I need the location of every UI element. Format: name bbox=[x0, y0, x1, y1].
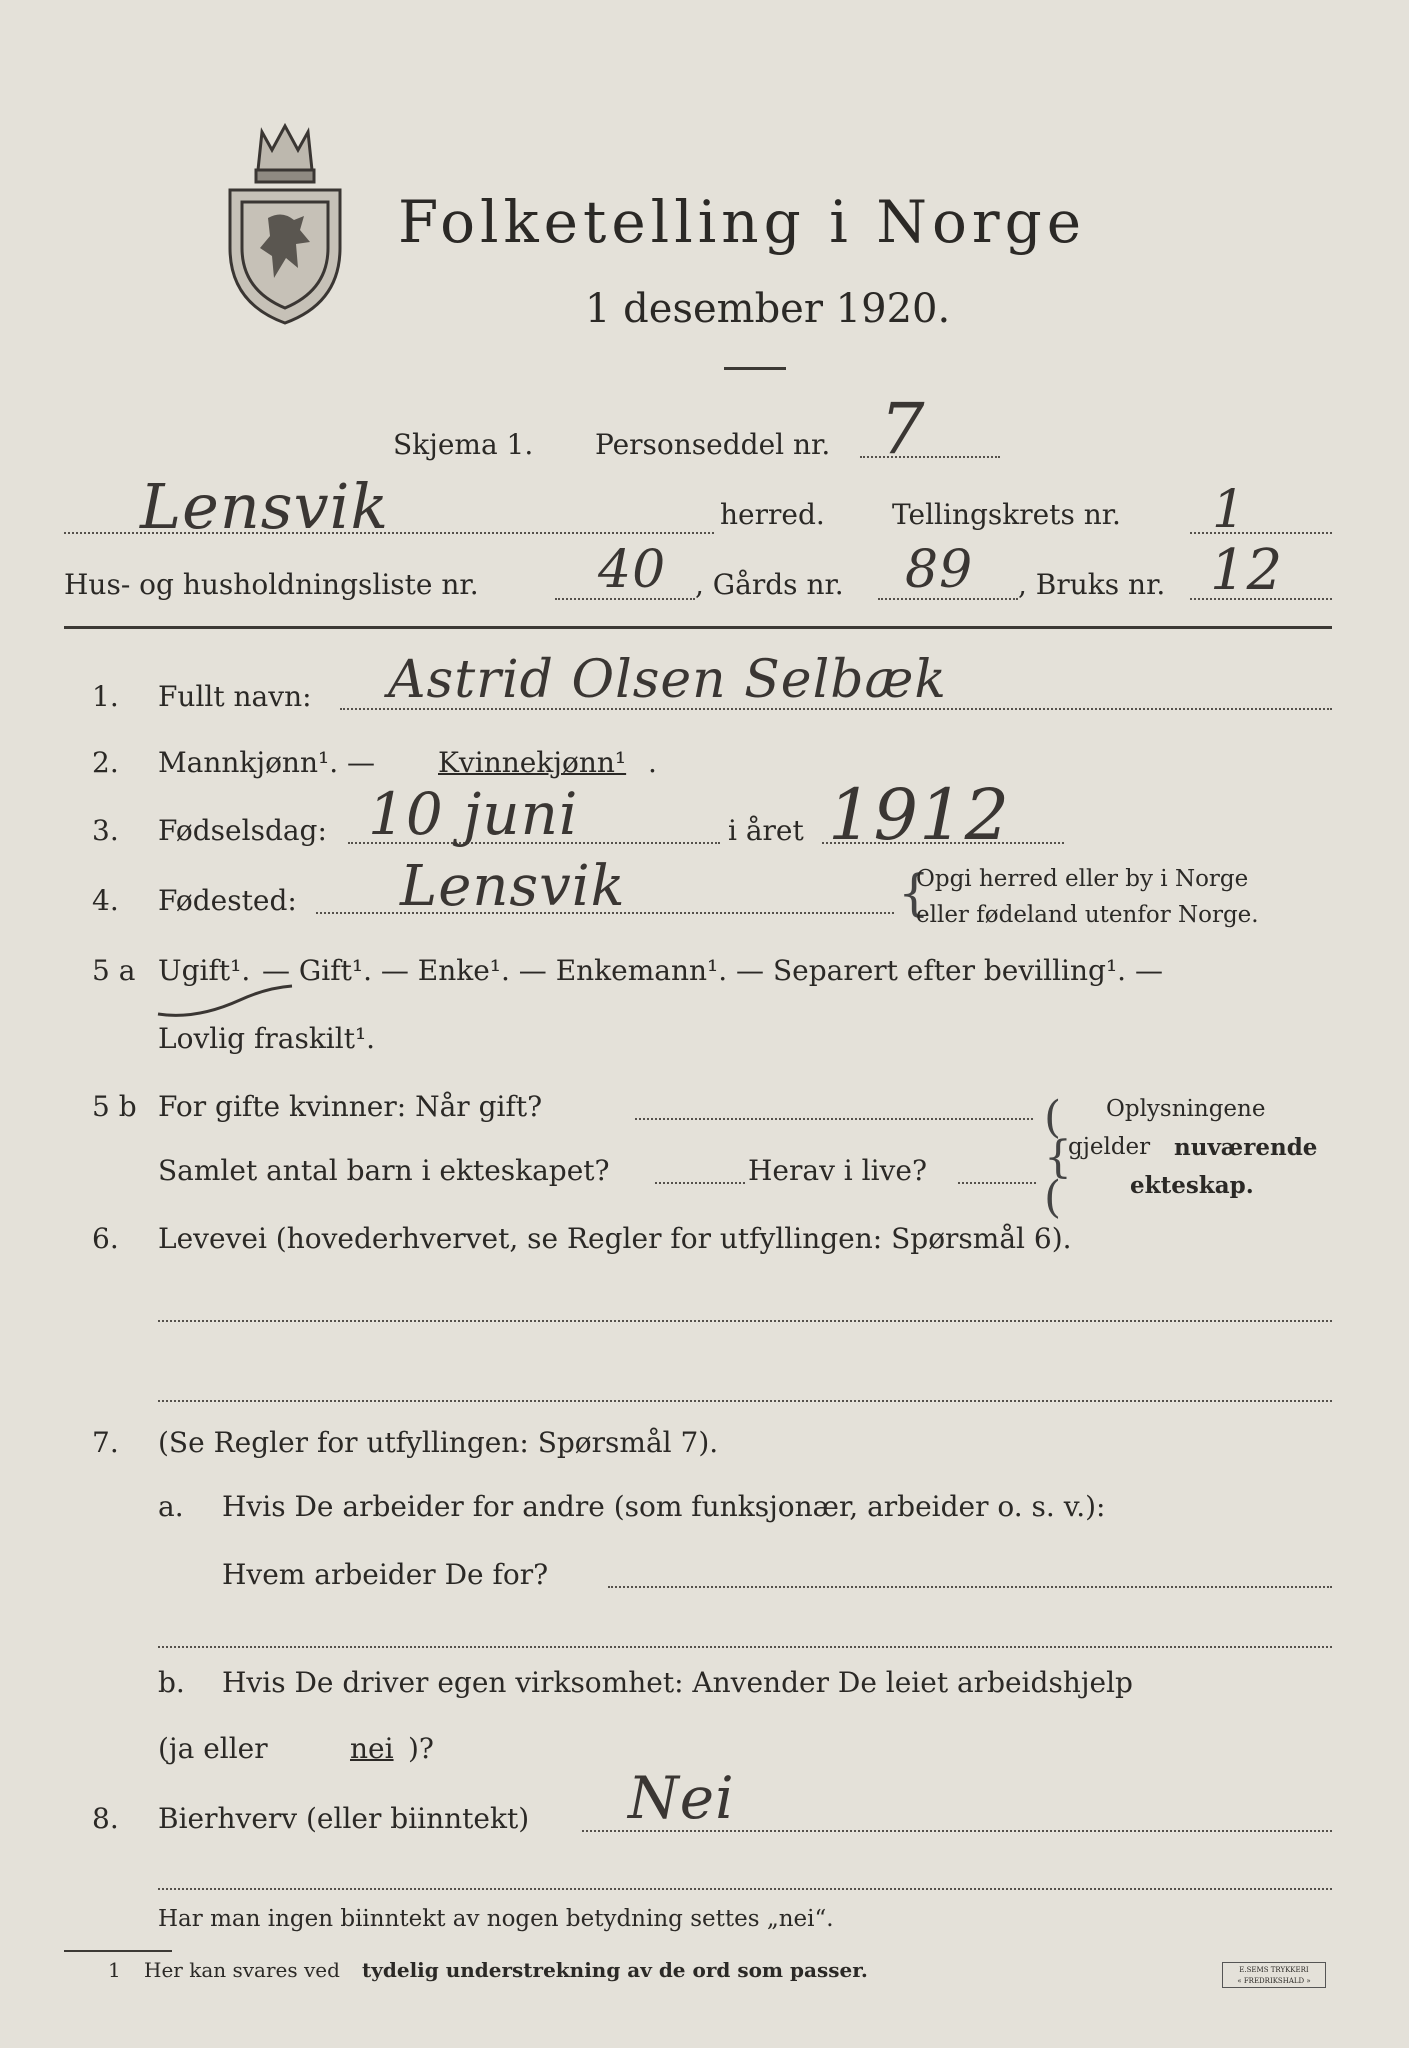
q3-number: 3. bbox=[92, 814, 119, 847]
full-name-value: Astrid Olsen Selbæk bbox=[388, 650, 947, 710]
husliste-value: 40 bbox=[598, 540, 667, 600]
q5b-note-line2b: nuværende bbox=[1174, 1134, 1318, 1161]
q4-brace: { bbox=[898, 864, 930, 922]
q5b-married-dotline bbox=[635, 1118, 1033, 1120]
q8-number: 8. bbox=[92, 1802, 119, 1835]
printer-stamp bbox=[1222, 1962, 1326, 1988]
q4-note-line2: eller fødeland utenfor Norge. bbox=[916, 902, 1259, 928]
q7a-number: a. bbox=[158, 1490, 184, 1523]
birthday-value: 10 juni bbox=[368, 780, 579, 848]
q5b-alive-label: Herav i live? bbox=[748, 1154, 927, 1187]
q1-label: Fullt navn: bbox=[158, 680, 312, 713]
q6-label: Levevei (hovederhvervet, se Regler for utfyllingen: Spørsmål 6). bbox=[158, 1222, 1072, 1255]
q5b-brace: ( { ( bbox=[1044, 1092, 1072, 1223]
q5b-alive-dotline bbox=[958, 1182, 1036, 1184]
gender-male-option: Mannkjønn¹. — bbox=[158, 746, 376, 779]
civil-status-unmarried: Ugift¹. bbox=[158, 954, 251, 987]
birth-year-value: 1912 bbox=[828, 774, 1011, 856]
q7a-line2: Hvem arbeider De for? bbox=[222, 1558, 549, 1591]
personseddel-number: 7 bbox=[880, 388, 926, 470]
q5b-note-line3: ekteskap. bbox=[1130, 1172, 1254, 1199]
q8-value: Nei bbox=[628, 1764, 735, 1832]
birthplace-value: Lensvik bbox=[400, 854, 626, 919]
page-title: Folketelling i Norge bbox=[398, 188, 1087, 256]
nei-note: Har man ingen biinntekt av nogen betydning settes „nei“. bbox=[158, 1906, 834, 1932]
q7b-number: b. bbox=[158, 1666, 185, 1699]
q5b-note-line1: Oplysningene bbox=[1106, 1096, 1266, 1122]
q7b-line2-end: )? bbox=[408, 1732, 434, 1765]
q4-number: 4. bbox=[92, 884, 119, 917]
bruks-label: , Bruks nr. bbox=[1018, 568, 1166, 601]
q7a-dotline2 bbox=[158, 1646, 1332, 1648]
q2-end: . bbox=[648, 746, 657, 779]
tellingskrets-label: Tellingskrets nr. bbox=[892, 498, 1121, 531]
q7a-line1: Hvis De arbeider for andre (som funksjonær, arbeider o. s. v.): bbox=[222, 1490, 1106, 1523]
q8-label: Bierhverv (eller biinntekt) bbox=[158, 1802, 530, 1835]
q2-number: 2. bbox=[92, 746, 119, 779]
coat-of-arms-icon bbox=[222, 118, 348, 328]
personseddel-label: Personseddel nr. bbox=[595, 428, 831, 461]
q8-dotline2 bbox=[158, 1888, 1332, 1890]
bruks-value: 12 bbox=[1210, 538, 1284, 603]
q6-dotline2 bbox=[158, 1400, 1332, 1402]
q7b-answer-nei: nei bbox=[350, 1732, 394, 1765]
header-separator bbox=[64, 626, 1332, 629]
herred-label: herred. bbox=[720, 498, 825, 531]
q5b-children-label: Samlet antal barn i ekteskapet? bbox=[158, 1154, 610, 1187]
civil-status-options: — Gift¹. — Enke¹. — Enkemann¹. — Separert efter bevilling¹. — bbox=[262, 954, 1163, 987]
printer-stamp-line1: E.SEMS TRYKKERI bbox=[1239, 1966, 1309, 1974]
q5b-note-line2a: gjelder bbox=[1068, 1134, 1151, 1160]
q7-label: (Se Regler for utfyllingen: Spørsmål 7). bbox=[158, 1426, 719, 1459]
year-label: i året bbox=[728, 814, 804, 847]
footnote-text-bold: tydelig understrekning av de ord som passer. bbox=[362, 1958, 868, 1982]
civil-status-line2: Lovlig fraskilt¹. bbox=[158, 1022, 376, 1055]
q6-dotline1 bbox=[158, 1320, 1332, 1322]
q1-number: 1. bbox=[92, 680, 119, 713]
q7b-line1: Hvis De driver egen virksomhet: Anvender De leiet arbeidshjelp bbox=[222, 1666, 1133, 1699]
q6-number: 6. bbox=[92, 1222, 119, 1255]
q7a-dotline1 bbox=[608, 1586, 1332, 1588]
q5b-line1: For gifte kvinner: Når gift? bbox=[158, 1090, 543, 1123]
husliste-label: Hus- og husholdningsliste nr. bbox=[64, 568, 479, 601]
q5b-number: 5 b bbox=[92, 1090, 137, 1123]
q7b-line2-start: (ja eller bbox=[158, 1732, 268, 1765]
footnote-mark: 1 bbox=[108, 1958, 121, 1982]
census-date: 1 desember 1920. bbox=[585, 286, 951, 332]
gards-label: , Gårds nr. bbox=[695, 568, 844, 601]
q4-note-line1: Opgi herred eller by i Norge bbox=[916, 866, 1249, 892]
q5b-children-dotline bbox=[655, 1182, 745, 1184]
title-divider bbox=[724, 367, 786, 370]
q7-number: 7. bbox=[92, 1426, 119, 1459]
q3-label: Fødselsdag: bbox=[158, 814, 327, 847]
q4-label: Fødested: bbox=[158, 884, 297, 917]
herred-value: Lensvik bbox=[140, 470, 390, 543]
q5a-number: 5 a bbox=[92, 954, 136, 987]
schema-label: Skjema 1. bbox=[393, 428, 534, 461]
gards-value: 89 bbox=[905, 540, 974, 600]
gender-female-option: Kvinnekjønn¹ bbox=[438, 746, 627, 779]
footnote-rule bbox=[64, 1950, 172, 1952]
printer-stamp-line2: « FREDRIKSHALD » bbox=[1237, 1977, 1311, 1985]
tellingskrets-value: 1 bbox=[1212, 480, 1247, 540]
footnote-text-start: Her kan svares ved bbox=[144, 1958, 340, 1982]
